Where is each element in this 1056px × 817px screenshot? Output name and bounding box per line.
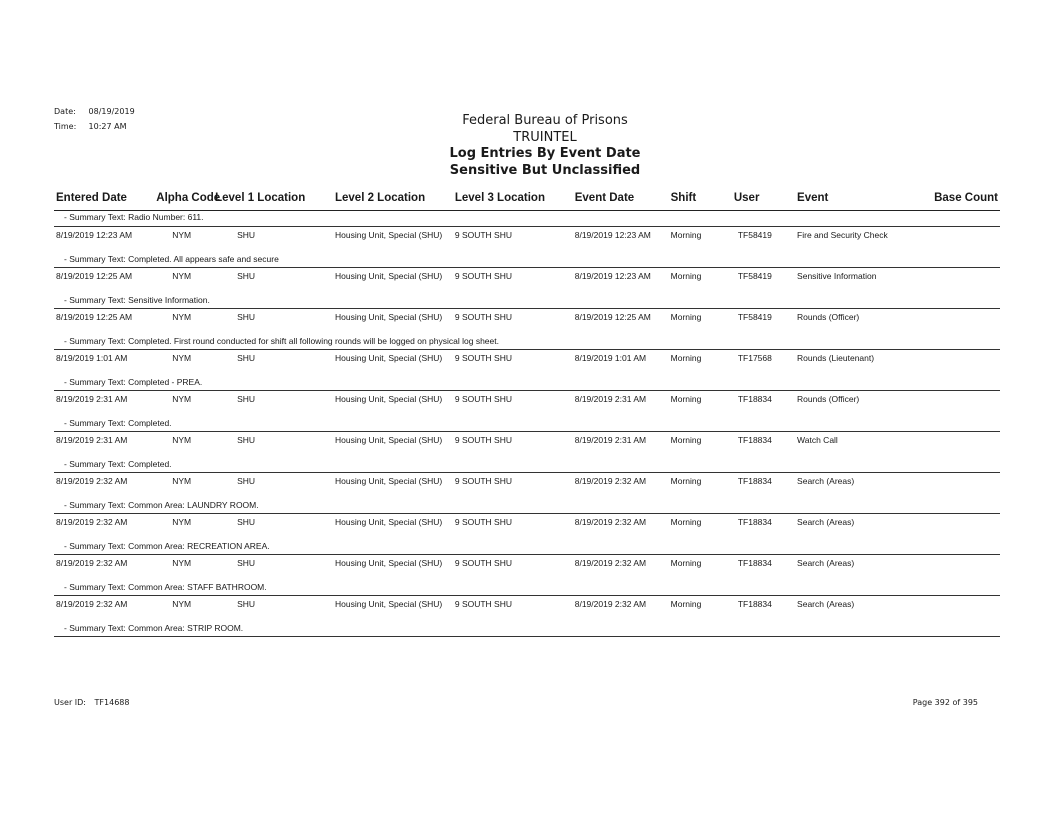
summary-row: [54, 622, 1000, 637]
level2-location-cell: Housing Unit, Special (SHU): [333, 350, 453, 377]
footer-user-id: [54, 698, 129, 707]
time-value: 10:27 AM: [88, 122, 127, 131]
level3-location-cell: 9 SOUTH SHU: [453, 391, 573, 418]
summary-row: [54, 417, 1000, 432]
level1-location-cell: SHU: [213, 309, 333, 336]
summary-text: - Summary Text: Completed.: [64, 418, 172, 428]
level2-location-cell: Housing Unit, Special (SHU): [333, 268, 453, 295]
entered-date-cell: 8/19/2019 12:25 AM: [54, 309, 154, 336]
base-count-cell: [926, 350, 1000, 377]
summary-text: - Summary Text: Common Area: STAFF BATHROOM.: [64, 582, 267, 592]
col-shift: Shift: [669, 188, 732, 211]
log-entries-table: [54, 188, 1000, 637]
page-number: Page 392 of 395: [912, 698, 978, 707]
alpha-code-cell: NYM: [154, 432, 213, 459]
level3-location-cell: 9 SOUTH SHU: [453, 350, 573, 377]
event-cell: Rounds (Officer): [795, 391, 926, 418]
base-count-cell: [926, 596, 1000, 623]
col-level1-location: Level 1 Location: [213, 188, 333, 211]
summary-text: - Summary Text: Common Area: LAUNDRY ROOM.: [64, 500, 259, 510]
base-count-cell: [926, 309, 1000, 336]
summary-row: [54, 540, 1000, 555]
level1-location-cell: SHU: [213, 227, 333, 254]
alpha-code-cell: NYM: [154, 227, 213, 254]
alpha-code-cell: NYM: [154, 473, 213, 500]
summary-text: - Summary Text: Completed.: [64, 459, 172, 469]
level2-location-cell: Housing Unit, Special (SHU): [333, 514, 453, 541]
summary-text: - Summary Text: Completed - PREA.: [64, 377, 203, 387]
level3-location-cell: 9 SOUTH SHU: [453, 432, 573, 459]
level3-location-cell: 9 SOUTH SHU: [453, 473, 573, 500]
event-cell: Rounds (Officer): [795, 309, 926, 336]
entered-date-cell: 8/19/2019 1:01 AM: [54, 350, 154, 377]
entered-date-cell: 8/19/2019 12:25 AM: [54, 268, 154, 295]
user-cell: TF58419: [732, 309, 795, 336]
event-cell: Fire and Security Check: [795, 227, 926, 254]
table-row: [54, 309, 1000, 336]
base-count-cell: [926, 514, 1000, 541]
report-title-block: [0, 113, 1056, 179]
summary-text: - Summary Text: Completed. All appears safe and secure: [64, 254, 279, 264]
table-row: [54, 555, 1000, 582]
event-cell: Search (Areas): [795, 555, 926, 582]
agency-title: Federal Bureau of Prisons: [462, 113, 628, 128]
level1-location-cell: SHU: [213, 596, 333, 623]
level1-location-cell: SHU: [213, 432, 333, 459]
level2-location-cell: Housing Unit, Special (SHU): [333, 227, 453, 254]
event-date-cell: 8/19/2019 12:23 AM: [573, 227, 669, 254]
base-count-cell: [926, 391, 1000, 418]
user-cell: TF18834: [732, 391, 795, 418]
alpha-code-cell: NYM: [154, 309, 213, 336]
level3-location-cell: 9 SOUTH SHU: [453, 268, 573, 295]
level1-location-cell: SHU: [213, 391, 333, 418]
level1-location-cell: SHU: [213, 555, 333, 582]
entered-date-cell: 8/19/2019 2:32 AM: [54, 473, 154, 500]
level2-location-cell: Housing Unit, Special (SHU): [333, 473, 453, 500]
entered-date-cell: 8/19/2019 2:32 AM: [54, 555, 154, 582]
event-date-cell: 8/19/2019 2:31 AM: [573, 432, 669, 459]
base-count-cell: [926, 432, 1000, 459]
summary-row: [54, 294, 1000, 309]
event-date-cell: 8/19/2019 2:31 AM: [573, 391, 669, 418]
table-row: [54, 514, 1000, 541]
table-row: [54, 227, 1000, 254]
time-label: Time:: [54, 122, 77, 131]
table-header-row: [54, 188, 1000, 211]
col-user: User: [732, 188, 795, 211]
summary-row: [54, 499, 1000, 514]
level2-location-cell: Housing Unit, Special (SHU): [333, 432, 453, 459]
summary-text: - Summary Text: Common Area: RECREATION AREA.: [64, 541, 270, 551]
alpha-code-cell: NYM: [154, 268, 213, 295]
summary-text: - Summary Text: Sensitive Information.: [64, 295, 210, 305]
base-count-cell: [926, 268, 1000, 295]
event-cell: Sensitive Information: [795, 268, 926, 295]
alpha-code-cell: NYM: [154, 514, 213, 541]
user-cell: TF18834: [732, 432, 795, 459]
event-date-cell: 8/19/2019 2:32 AM: [573, 596, 669, 623]
shift-cell: Morning: [669, 514, 732, 541]
shift-cell: Morning: [669, 350, 732, 377]
level1-location-cell: SHU: [213, 268, 333, 295]
shift-cell: Morning: [669, 432, 732, 459]
alpha-code-cell: NYM: [154, 596, 213, 623]
event-cell: Search (Areas): [795, 473, 926, 500]
date-label: Date:: [54, 107, 76, 116]
event-date-cell: 8/19/2019 12:23 AM: [573, 268, 669, 295]
col-level2-location: Level 2 Location: [333, 188, 453, 211]
summary-text: - Summary Text: Radio Number: 611.: [64, 212, 204, 222]
user-id-value: TF14688: [94, 698, 130, 707]
user-cell: TF18834: [732, 596, 795, 623]
col-level3-location: Level 3 Location: [453, 188, 573, 211]
date-value: 08/19/2019: [88, 107, 135, 116]
col-entered-date: Entered Date: [54, 188, 154, 211]
level1-location-cell: SHU: [213, 514, 333, 541]
base-count-cell: [926, 227, 1000, 254]
level3-location-cell: 9 SOUTH SHU: [453, 309, 573, 336]
user-cell: TF58419: [732, 268, 795, 295]
summary-row: [54, 376, 1000, 391]
event-date-cell: 8/19/2019 12:25 AM: [573, 309, 669, 336]
shift-cell: Morning: [669, 473, 732, 500]
level3-location-cell: 9 SOUTH SHU: [453, 596, 573, 623]
level3-location-cell: 9 SOUTH SHU: [453, 227, 573, 254]
user-cell: TF18834: [732, 514, 795, 541]
summary-row: [54, 211, 1000, 227]
entered-date-cell: 8/19/2019 2:32 AM: [54, 514, 154, 541]
level1-location-cell: SHU: [213, 350, 333, 377]
table-row: [54, 432, 1000, 459]
user-id-label: User ID:: [54, 698, 86, 707]
shift-cell: Morning: [669, 555, 732, 582]
user-cell: TF18834: [732, 555, 795, 582]
entered-date-cell: 8/19/2019 12:23 AM: [54, 227, 154, 254]
summary-row: [54, 581, 1000, 596]
summary-row: [54, 335, 1000, 350]
col-event-date: Event Date: [573, 188, 669, 211]
entered-date-cell: 8/19/2019 2:31 AM: [54, 432, 154, 459]
col-alpha-code: Alpha Code: [154, 188, 213, 211]
level3-location-cell: 9 SOUTH SHU: [453, 555, 573, 582]
event-cell: Rounds (Lieutenant): [795, 350, 926, 377]
table-row: [54, 391, 1000, 418]
event-date-cell: 8/19/2019 2:32 AM: [573, 473, 669, 500]
user-cell: TF18834: [732, 473, 795, 500]
level2-location-cell: Housing Unit, Special (SHU): [333, 596, 453, 623]
event-cell: Search (Areas): [795, 514, 926, 541]
col-base-count: Base Count: [926, 188, 1000, 211]
system-title: TRUINTEL: [513, 129, 577, 145]
base-count-cell: [926, 555, 1000, 582]
entered-date-cell: 8/19/2019 2:32 AM: [54, 596, 154, 623]
level3-location-cell: 9 SOUTH SHU: [453, 514, 573, 541]
summary-row: [54, 253, 1000, 268]
table-row: [54, 268, 1000, 295]
user-cell: TF17568: [732, 350, 795, 377]
shift-cell: Morning: [669, 309, 732, 336]
level1-location-cell: SHU: [213, 473, 333, 500]
event-date-cell: 8/19/2019 1:01 AM: [573, 350, 669, 377]
level2-location-cell: Housing Unit, Special (SHU): [333, 555, 453, 582]
summary-row: [54, 458, 1000, 473]
report-title: Log Entries By Event Date: [449, 146, 641, 161]
table-row: [54, 596, 1000, 623]
event-date-cell: 8/19/2019 2:32 AM: [573, 514, 669, 541]
alpha-code-cell: NYM: [154, 350, 213, 377]
summary-text: - Summary Text: Completed. First round conducted for shift all following rounds will be logged on physical log sheet.: [64, 336, 499, 346]
table-row: [54, 350, 1000, 377]
alpha-code-cell: NYM: [154, 391, 213, 418]
col-event: Event: [795, 188, 926, 211]
shift-cell: Morning: [669, 596, 732, 623]
event-cell: Watch Call: [795, 432, 926, 459]
alpha-code-cell: NYM: [154, 555, 213, 582]
base-count-cell: [926, 473, 1000, 500]
entered-date-cell: 8/19/2019 2:31 AM: [54, 391, 154, 418]
shift-cell: Morning: [669, 227, 732, 254]
summary-text: - Summary Text: Common Area: STRIP ROOM.: [54, 622, 1000, 637]
table-row: [54, 473, 1000, 500]
classification-label: Sensitive But Unclassified: [449, 162, 641, 178]
level2-location-cell: Housing Unit, Special (SHU): [333, 309, 453, 336]
level2-location-cell: Housing Unit, Special (SHU): [333, 391, 453, 418]
event-cell: Search (Areas): [795, 596, 926, 623]
shift-cell: Morning: [669, 268, 732, 295]
shift-cell: Morning: [669, 391, 732, 418]
event-date-cell: 8/19/2019 2:32 AM: [573, 555, 669, 582]
user-cell: TF58419: [732, 227, 795, 254]
